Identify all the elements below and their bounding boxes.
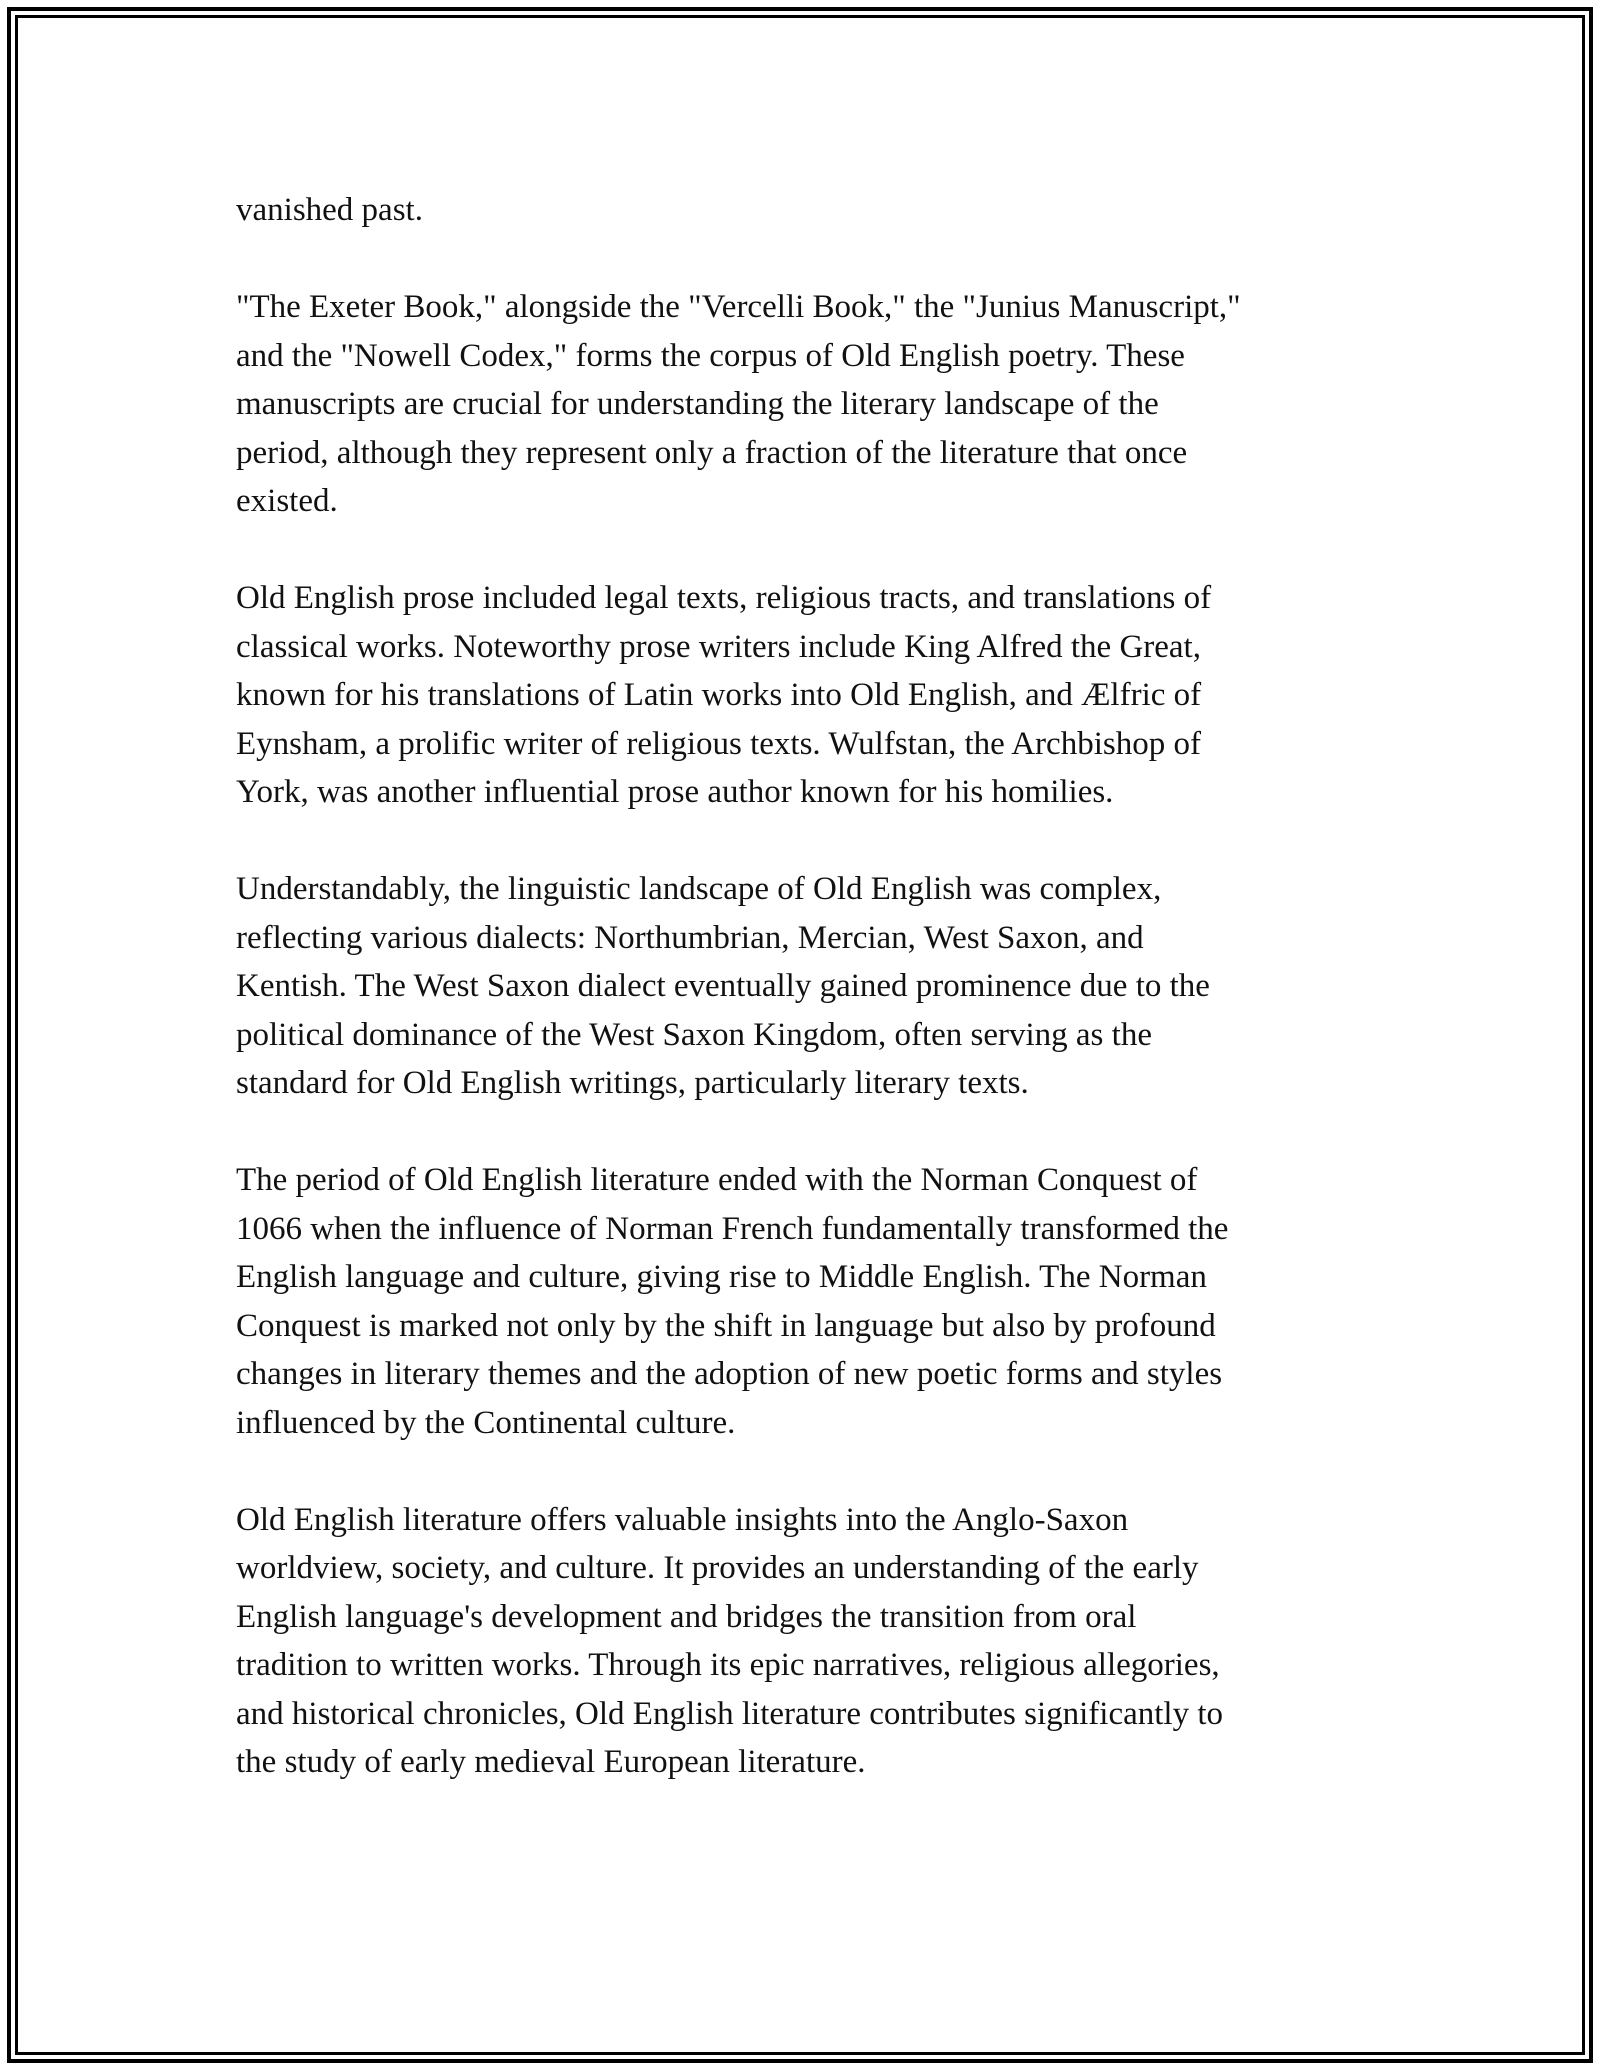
- paragraph-manuscripts: "The Exeter Book," alongside the "Vercelli Book," the "Junius Manuscript," and the "Nowell Codex," forms the corpus of Old English poetry. These manuscripts are crucial for understanding the literary landscape of the period, although they represent only a fraction of the literature that once existed.: [236, 289, 1241, 519]
- paragraph-dialects: Understandably, the linguistic landscape of Old English was complex, reflecting various dialects: Northumbrian, Mercian, West Saxon, and Kentish. The West Saxon dialect eventually gained prominence due to the political dominance of the West Saxon Kingdom, often serving as the standard for Old English writings, particularly literary texts.: [236, 871, 1210, 1101]
- paragraph-prose: Old English prose included legal texts, religious tracts, and translations of classical works. Noteworthy prose writers include King Alfred the Great, known for his translations of Latin works into Old English, and Ælfric of Eynsham, a prolific writer of religious texts. Wulfstan, the Archbishop of York, was another influential prose author known for his homilies.: [236, 580, 1212, 810]
- paragraph-conclusion: Old English literature offers valuable insights into the Anglo-Saxon worldview, society, and culture. It provides an understanding of the early English language's development and bridges the transition from oral tradition to written works. Through its epic narratives, religious allegories, and historical chronicles, Old English literature contributes significantly to the study of early medieval European literature.: [236, 1501, 1224, 1780]
- paragraph-norman-conquest: The period of Old English literature ended with the Norman Conquest of 1066 when the influence of Norman French fundamentally transformed the English language and culture, giving rise to Middle English. The Norman Conquest is marked not only by the shift in language but also by profound changes in literary themes and the adoption of new poetic forms and styles influenced by the Continental culture.: [236, 1162, 1229, 1441]
- document-body: [236, 186, 1366, 1835]
- paragraph-continuation: vanished past.: [236, 192, 423, 228]
